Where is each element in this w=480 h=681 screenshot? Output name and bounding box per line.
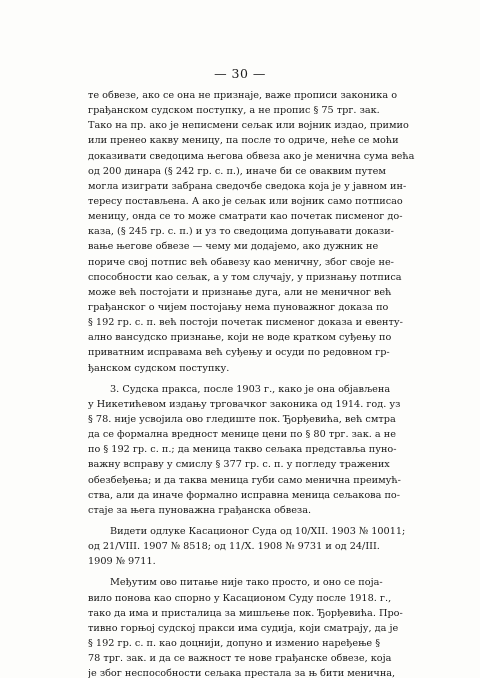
text-line: пориче свој потпис већ обавезу као меничну, због своје не- [88,256,394,268]
text-line: стаје за њега пуноважна грађанска обвеза. [88,504,312,516]
text-line: тако да има и присталица за мишљење пок. Ђорђевића. Про- [88,607,403,619]
text-line: 1909 № 9711. [88,556,156,568]
text-line: каза, (§ 245 гр. с. п.) и уз то сведоцима допуњавати докази- [88,226,394,238]
text-line: приватним исправама већ суђењу и осуди по редовном гр- [88,347,390,359]
text-line: Видети одлуке Касационог Суда од 10/XII. 1903 № 10011; [110,525,406,537]
page-number: — 30 — [214,66,266,81]
text-line: те обвезе, ако се она не признаје, важе прописи законика о [88,90,398,101]
body-text [88,88,424,681]
text-line: или пренео какву меницу, па после то одриче, неће се моћи [88,135,399,147]
text-line: могла изиграти забрана сведочбе сведока која је у јавном ин- [88,180,407,192]
paragraph-1 [88,88,424,376]
text-line: је због неспособности сељака престала за њ бити менична, [88,668,396,680]
text-line: грађанског о чијем постојању нема пуноважног доказа по [88,301,389,313]
text-line: може већ постојати и признање дуга, али не меничног већ [88,286,392,298]
text-line: вање његове обвезе — чему ми додајемо, ако дужник не [88,241,379,253]
text-line: § 192 гр. с. п. као доцнији, допуно и изменио наређење § [88,637,381,649]
text-line: од 200 динара (§ 242 гр. с. п.), иначе би се оваквим путем [88,165,386,177]
text-line: 78 трг. зак. и да се важност те нове грађанске обвезе, која [88,653,392,665]
text-line: обезбеђења; и да таква меница губи само менична преимућ- [88,474,401,486]
text-line: ђанском судском поступку. [88,362,230,374]
text-line: Међутим ово питање није тако просто, и оно се поја- [110,577,383,589]
text-line: ства, али да иначе формално исправна меница сељакова по- [88,489,401,501]
text-line: вило понова као спорно у Касационом Суду после 1918. г., [88,592,392,604]
text-line: способности као сељак, а у том случају, у признању потписа [88,271,402,283]
text-line: од 21/VIII. 1907 № 8518; од 11/X. 1908 № 9731 и од 24/III. [88,541,380,553]
text-line: ално вансудско признање, који не воде кратком суђењу по [88,332,392,344]
text-line: 3. Судска пракса, после 1903 г., како је она објављена [110,383,391,395]
text-line: важну всправу у смислу § 377 гр. с. п. у погледу тражених [88,459,390,471]
text-line: Тако на пр. ако је неписмени сељак или војник издао, примио [88,120,409,132]
text-line: тересу постављена. А ако је сељак или војник само потписао [88,195,403,207]
text-line: доказивати сведоцима његова обвеза ако је менична сума већа [88,150,415,162]
text-line: да се формална вредност менице цени по § 80 трг. зак. а не [88,429,396,441]
text-line: § 78. није усвојила ово гледиште пок. Ђорђевића, већ смтра [88,413,396,425]
paragraph-2 [88,382,424,518]
text-line: у Никетићевом издању трговачког законика од 1914. год. уз [88,398,401,410]
text-line: тивно горњој судској пракси има судија, који сматрају, да је [88,622,399,634]
text-line: меницу, онда се то може сматрати као почетак писменог до- [88,211,403,223]
text-line: § 192 гр. с. п. већ постоји почетак писменог доказа и евенту- [88,317,403,329]
paragraph-4 [88,575,424,681]
paragraph-3 [88,524,424,569]
text-line: грађанском судском поступку, а не пропис § 75 трг. зак. [88,105,380,117]
text-line: по § 192 гр. с. п.; да меница такво сељака представља пуно- [88,444,397,456]
